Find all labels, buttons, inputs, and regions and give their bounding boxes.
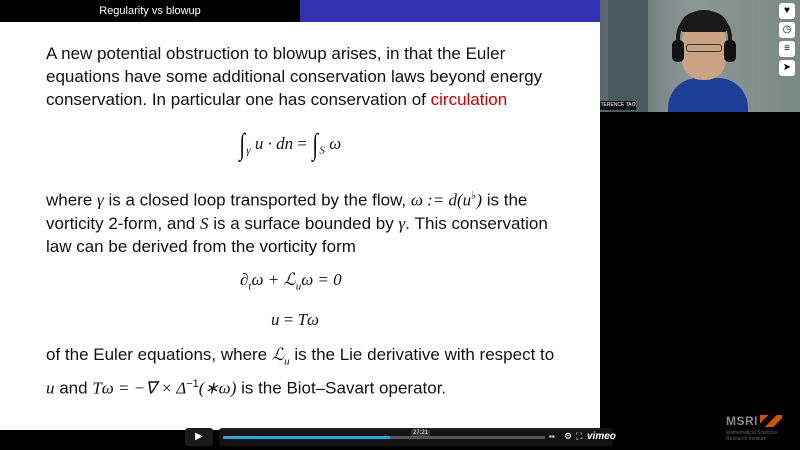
p3-Lsub: u (284, 355, 290, 368)
p3-c: and (54, 379, 93, 399)
p2-gamma: γ (97, 190, 104, 210)
send-icon[interactable]: ➤ (779, 60, 795, 76)
p2-e: . This conservation law can be derived from the vorticity form (46, 213, 548, 256)
video-controls (185, 428, 615, 446)
p3-d: (∗ω) (198, 379, 237, 399)
speaker-name-label: TERENCE TAO (600, 102, 636, 108)
webcam-door (608, 0, 648, 112)
p3-e: is the Biot–Savart operator. (236, 379, 447, 399)
msri-logo-sub1: Mathematical Sciences (726, 430, 778, 436)
paragraph-lie (46, 343, 566, 400)
headset-ear-right (724, 40, 736, 62)
eq1-lhs-sub: γ (246, 144, 251, 157)
progress-fill (223, 436, 390, 439)
p3-Tw: Tω = −∇ × Δ (92, 379, 187, 399)
p2-flat: ♭ (471, 190, 477, 202)
p2-gamma-2: γ (398, 213, 406, 233)
circulation-term: circulation (430, 90, 508, 109)
p2-S: S (200, 213, 209, 233)
p3-u: u (46, 379, 55, 399)
eq1-lhs: u · dn (254, 133, 294, 153)
msri-logo (726, 412, 782, 442)
speaker-webcam (600, 0, 800, 112)
paragraph-where (46, 185, 566, 258)
eq1-equals: = (297, 133, 307, 153)
msri-logo-sub2: Research Institute (726, 436, 767, 442)
p2-c: is the vorticity 2-form, and (46, 190, 528, 233)
msri-logo-mark (760, 415, 782, 427)
eq3-eq: = (279, 310, 298, 329)
glasses (686, 44, 722, 52)
p2-d: is a surface bounded by (208, 213, 399, 233)
eq3-rhs: Tω (297, 310, 320, 329)
p2-close: ) (476, 190, 483, 210)
eq2-sub-u: u (295, 280, 302, 293)
eq1-rhs: ω (329, 133, 342, 153)
vimeo-side-icons (779, 3, 797, 79)
vimeo-logo[interactable]: vimeo (587, 431, 616, 442)
circulation-equation (238, 128, 341, 162)
p3-L: ℒ (271, 345, 285, 364)
settings-icon[interactable]: ⚙ (564, 431, 573, 441)
time-tooltip: 27:21 (413, 430, 429, 436)
volume-icon[interactable]: ▪▪ (549, 432, 555, 441)
eq2-end: ω = 0 (301, 270, 342, 289)
progress-track[interactable] (223, 430, 545, 439)
vorticity-equation (240, 270, 342, 292)
eq3-lhs: u (271, 310, 280, 329)
p3-a: of the Euler equations, where (46, 345, 272, 364)
intro-text: A new potential obstruction to blowup arises, in that the Euler equations have some additional conservation laws beyond energy conservation. In particular one has conservation of (46, 44, 543, 109)
header-left-band (0, 0, 300, 22)
heart-icon[interactable]: ♥ (779, 3, 795, 19)
integral-sign: ∫ (239, 128, 245, 161)
speaker-shirt (668, 78, 748, 112)
p3-b: is the Lie derivative with respect to (289, 345, 555, 364)
clock-icon[interactable]: ◷ (779, 22, 795, 38)
biot-savart-equation (271, 310, 319, 330)
eq1-rhs-sub: S (319, 144, 325, 157)
fullscreen-icon[interactable]: ⛶ (576, 431, 583, 441)
eq2-mid: ω + ℒ (251, 270, 296, 289)
integral-sign-2: ∫ (312, 128, 319, 161)
slide-header (0, 0, 600, 22)
p2-b: is a closed loop transported by the flow, (103, 190, 411, 210)
msri-logo-text: MSRI (726, 414, 758, 428)
control-bar (219, 428, 616, 446)
header-right-band (300, 0, 600, 22)
slide-title: Regularity vs blowup (99, 5, 201, 17)
p3-sup: −1 (186, 378, 199, 391)
eq2-partial: ∂ (240, 270, 249, 289)
headset-ear-left (672, 40, 684, 62)
p2-a: where (46, 190, 98, 210)
p2-omega-def: ω := d(u (410, 190, 472, 210)
eq2-sub-t: t (248, 280, 252, 293)
play-button[interactable]: ▶ (185, 428, 213, 446)
paragraph-intro (46, 42, 556, 111)
layers-icon[interactable]: ≡ (779, 41, 795, 57)
